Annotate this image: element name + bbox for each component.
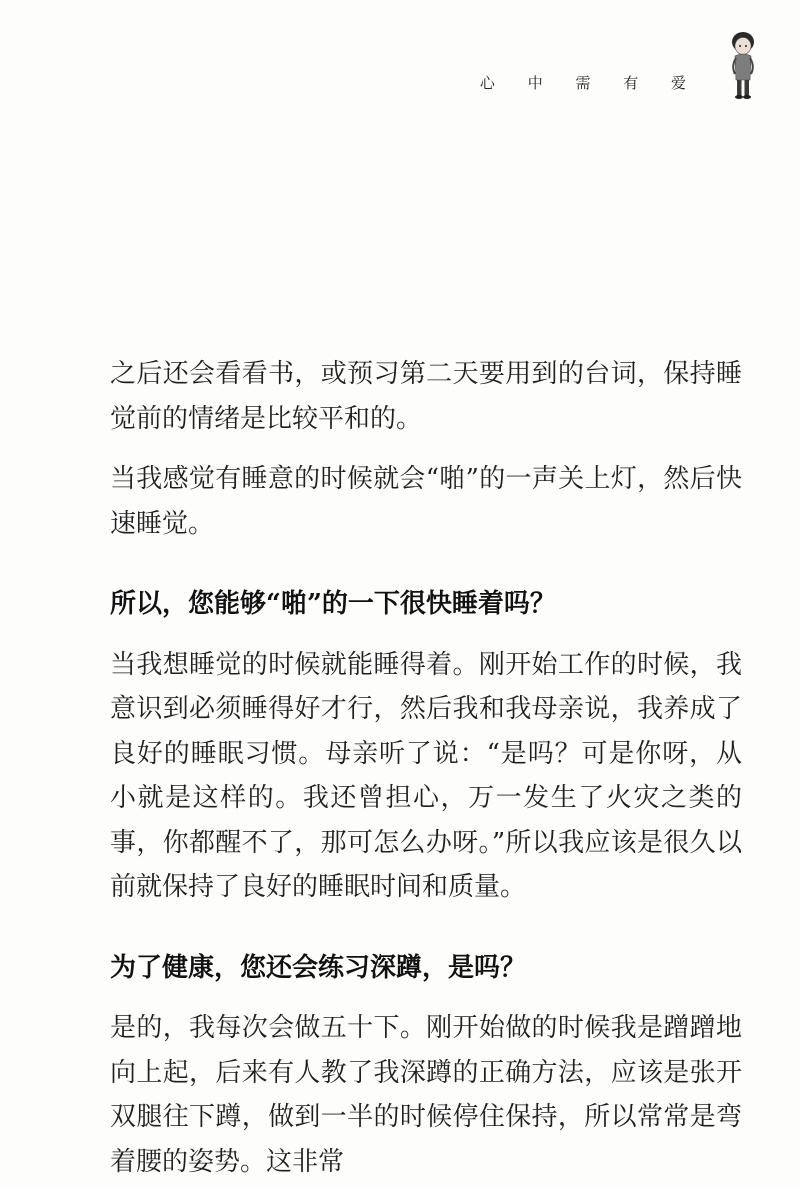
question-fall-asleep: 所以，您能够“啪”的一下很快睡着吗？: [110, 589, 556, 619]
answer-fall-asleep: 当我想睡觉的时候就能睡得着。刚开始工作的时候，我意识到必须睡得好才行，然后我和我母亲说，我养成了良好的睡眠习惯。母亲听了说：“是吗？可是你呀，从小就是这样的。我还曾担心，万一发生了火灾之类的事，你都醒不了，那可怎么办呀。”所以我应该是很久以前就保持了良好的睡眠时间和质量。: [110, 649, 742, 902]
page-body: [110, 352, 742, 1184]
boy-figure-illustration: [726, 30, 760, 102]
question-squats: 为了健康，您还会练习深蹲，是吗？: [110, 952, 527, 983]
running-header: 心 中 需 有 爱: [479, 74, 700, 92]
paragraph-lights-off: 当我感觉有睡意的时候就会“啪”的一声关上灯，然后快速睡觉。: [110, 464, 742, 539]
paragraph-sleep-routine: 之后还会看看书，或预习第二天要用到的台词，保持睡觉前的情绪是比较平和的。: [110, 359, 742, 434]
answer-squats: 是的，我每次会做五十下。刚开始做的时候我是蹭蹭地向上起，后来有人教了我深蹲的正确方法，应该是张开双腿往下蹲，做到一半的时候停住保持，所以常常是弯着腰的姿势。这非常: [110, 1013, 742, 1177]
